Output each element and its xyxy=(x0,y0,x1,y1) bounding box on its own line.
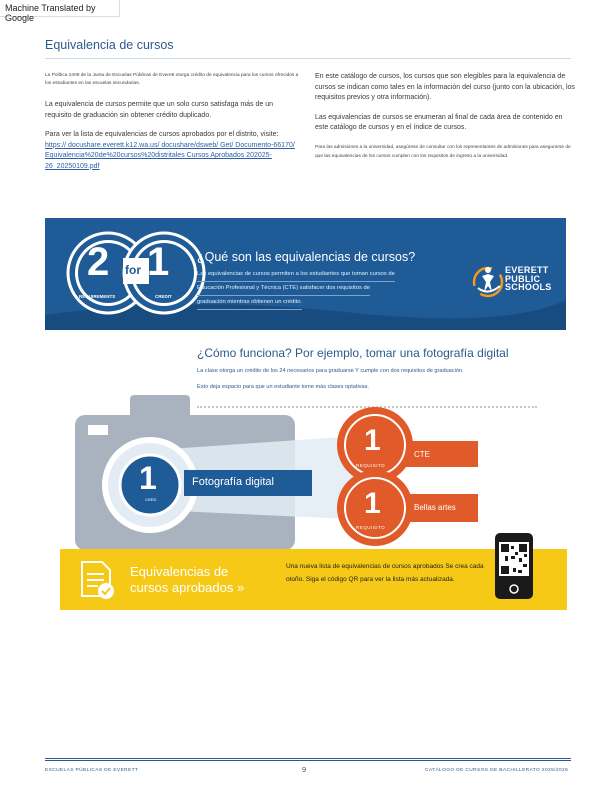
title-divider xyxy=(45,58,571,59)
approved-list-description: Una nueva lista de equivalencias de cursos aprobados Se crea cada otoño. Siga el código QR para ver la lista más actualizada. xyxy=(286,563,484,583)
left-column xyxy=(45,72,300,181)
cte-requirement-number: 1 xyxy=(364,424,381,457)
center-credit-number: 1 xyxy=(139,460,157,496)
cte-requirement-label: REQUISITO xyxy=(356,463,386,468)
logo-line-2: PUBLIC xyxy=(505,273,541,284)
listing-paragraph: Las equivalencias de cursos se enumeran al final de cada área de contenido en este catálogo de cursos y en el índice de cursos. xyxy=(315,113,563,131)
page-title: Equivalencia de cursos xyxy=(45,38,174,52)
banner-question: ¿Qué son las equivalencias de cursos? xyxy=(197,250,416,264)
list-paragraph xyxy=(45,130,300,172)
equivalency-banner xyxy=(45,218,566,330)
cte-label: CTE xyxy=(406,441,478,467)
approved-list-title[interactable] xyxy=(130,564,244,596)
banner-line-3: graduación mientras obtienen un crédito. xyxy=(197,296,302,310)
badge-requirements: REQUIREMENTS xyxy=(79,294,116,299)
approved-list-link[interactable]: https:// docushare.everett.k12.wa.us/ docushare/dsweb/ Get/ Documento-66170/ Equivalencia%20de%20cursos%20distritales Cursos Aprobados 202025-26_20250109.pdf xyxy=(45,141,295,170)
badge-for: for xyxy=(125,263,141,277)
approved-title-line-1: Equivalencias de xyxy=(130,564,229,579)
badge-two: 2 xyxy=(87,240,110,284)
center-credit-label: CRED xyxy=(145,497,157,502)
how-explanation-2: Esto deja espacio para que un estudiante tome más clases optativas. xyxy=(197,384,369,390)
banner-line-1: Las equivalencias de cursos permiten a los estudiantes que toman cursos de xyxy=(197,268,395,282)
footer-divider xyxy=(45,758,571,761)
arts-requirement-number: 1 xyxy=(364,487,381,520)
admissions-paragraph: Para las admisiones a la universidad, asegúrese de consultar con los representantes de admisiones para asegurarse de que las equivalencias de los cursos cumplen con los requisitos de ingreso a la universidad. xyxy=(315,144,571,159)
logo-line-1: EVERETT xyxy=(505,265,549,275)
how-question: ¿Cómo funciona? Por ejemplo, tomar una fotografía digital xyxy=(197,346,509,360)
logo-wordmark xyxy=(505,266,552,292)
footer-catalog: CATÁLOGO DE CURSOS DE BACHILLERATO 2025/2026 xyxy=(425,768,569,773)
policy-paragraph: La Política 2409 de la Junta de Escuelas Públicas de Everett otorga crédito de equivalencia para los cursos ofrecidos a los estudiantes en las escuelas secundarias. xyxy=(45,73,299,86)
fine-arts-label: Bellas artes xyxy=(406,494,478,522)
banner-line-2: Educación Profesional y Técnica (CTE) satisfacer dos requisitos de xyxy=(197,282,370,296)
badge-one: 1 xyxy=(147,240,170,284)
document-check-icon xyxy=(78,560,116,600)
digital-photography-label: Fotografía digital xyxy=(184,470,312,496)
equivalency-definition: La equivalencia de cursos permite que un solo curso satisfaga más de un requisito de graduación sin obtener crédito duplicado. xyxy=(45,101,274,119)
qr-phone-icon[interactable] xyxy=(494,532,534,600)
logo-line-3: SCHOOLS xyxy=(505,282,552,292)
translation-banner: Machine Translated by Google xyxy=(0,0,120,17)
banner-description xyxy=(197,268,437,310)
approved-title-line-2: cursos aprobados » xyxy=(130,580,245,595)
catalog-paragraph: En este catálogo de cursos, los cursos que son elegibles para la equivalencia de cursos se indican como tales en la información del curso (junto con la ubicación, los requisitos previos y otra información). xyxy=(315,73,575,101)
right-column xyxy=(315,72,575,170)
page-number: 9 xyxy=(302,765,307,774)
footer-district: ESCUELAS PÚBLICAS DE EVERETT xyxy=(45,768,139,773)
arts-requirement-label: REQUISITO xyxy=(356,525,386,530)
badge-credit: CREDIT xyxy=(155,294,172,299)
list-intro: Para ver la lista de equivalencias de cursos aprobados por el distrito, visite: xyxy=(45,131,279,138)
how-explanation-1: La clase otorga un crédito de los 24 necesarios para graduarse Y cumple con dos requisitos de graduación. xyxy=(197,368,464,374)
